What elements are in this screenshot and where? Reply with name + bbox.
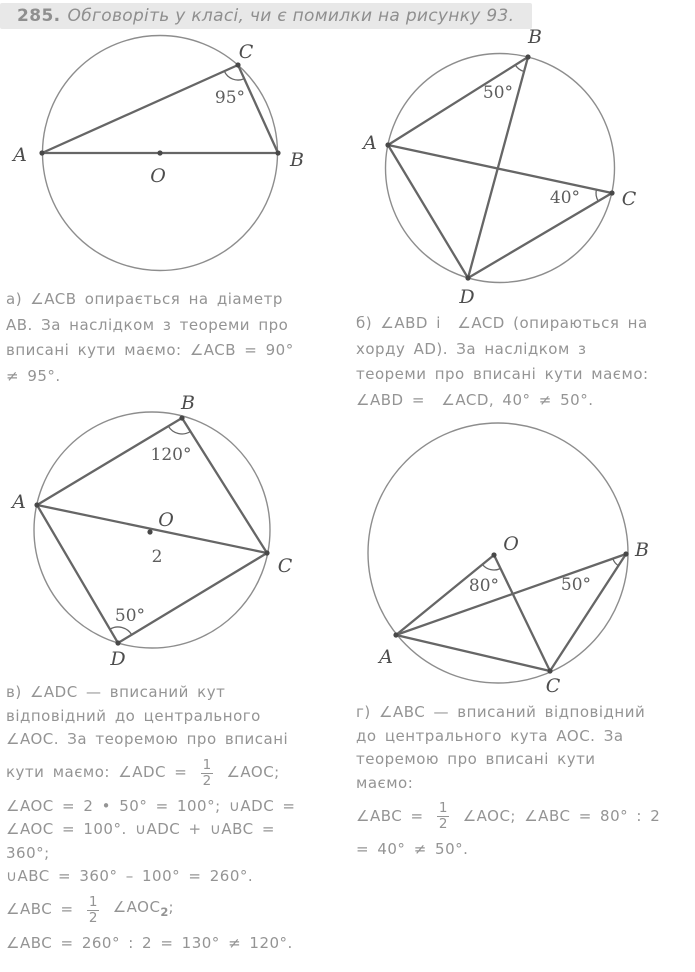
point-dot-C	[609, 190, 614, 195]
angle-label-50°: 50°	[482, 83, 514, 103]
solution-text-v	[6, 681, 354, 955]
point-dot-A	[39, 150, 44, 155]
point-label-C: C	[545, 675, 561, 697]
text-line: ∠AOC = 2 • 50° = 100°; ∪ADC =	[6, 796, 296, 815]
point-dot-O	[491, 552, 496, 557]
point-dot-B	[623, 551, 628, 556]
angle-label-80°: 80°	[468, 576, 500, 596]
figure-a-circle-diagram	[5, 32, 345, 286]
fraction-pre-text: ∠ABC =	[6, 900, 82, 919]
chord-CD	[468, 193, 612, 278]
point-label-B: B	[635, 539, 649, 561]
chord-AB	[396, 554, 626, 635]
circle-diagram-svg	[350, 420, 695, 708]
point-dot-A	[34, 502, 39, 507]
figure-g-circle-diagram	[350, 420, 695, 708]
chord-AC	[37, 505, 267, 553]
point-dot-B	[275, 150, 280, 155]
angle-label-2: 2	[151, 547, 163, 567]
fraction-post-text: $\angle AOC_2$;	[104, 897, 174, 919]
fraction-denominator: 2	[88, 909, 98, 926]
text-line-with-fraction	[6, 752, 354, 795]
problem-title-text: Обговоріть у класі, чи є помилки на рисунку 93.	[67, 6, 515, 26]
fraction-numerator: 1	[202, 756, 212, 773]
text-line: ∠ABC = 260° : 2 = 130° ≠ 120°.	[6, 933, 293, 952]
point-label-C: C	[277, 555, 293, 577]
fraction	[437, 801, 450, 832]
text-line: теоремою про вписані кути	[356, 750, 596, 768]
point-label-D: D	[110, 648, 126, 670]
text-line: ∪ABC = 360° – 100° = 260°.	[6, 867, 254, 885]
problem-title	[0, 3, 532, 29]
point-dot-D	[465, 275, 470, 280]
fraction	[201, 758, 214, 789]
angle-label-50°: 50°	[114, 606, 146, 626]
fraction-pre-text: ∠ABC =	[356, 806, 432, 825]
angle-arc-B	[613, 559, 619, 566]
text-line: маємо:	[356, 773, 414, 792]
chord-AC	[42, 65, 238, 153]
point-label-B: B	[528, 28, 542, 48]
point-label-C: C	[238, 41, 254, 63]
text-line: ∠ABD = ∠ACD, 40° ≠ 50°.	[356, 390, 594, 409]
point-dot-B	[525, 54, 530, 59]
chord-AC	[396, 635, 550, 671]
text-line: теореми про вписані кути маємо:	[356, 365, 649, 383]
chord-OC	[494, 555, 550, 671]
chord-AC	[388, 145, 612, 193]
text-line: ∠AOC. За теоремою про вписані	[6, 730, 289, 748]
angle-arc-B	[515, 65, 524, 72]
angle-arc-C	[596, 190, 598, 202]
solution-text-a	[6, 287, 351, 389]
point-label-O: O	[158, 509, 174, 531]
text-line: відповідний до центрального	[6, 706, 261, 725]
point-label-C: C	[621, 188, 637, 210]
text-line: вписані кути маємо: ∠ACB = 90°	[6, 341, 294, 359]
chord-CD	[118, 553, 267, 643]
fraction-denominator: 2	[202, 772, 212, 789]
point-dot-C	[235, 62, 240, 67]
text-line: 360°;	[6, 843, 50, 862]
point-label-A: A	[13, 144, 27, 166]
text-line: б) ∠ABD і ∠ACD (опираються на	[356, 314, 648, 332]
fraction-pre-text: кути маємо: ∠ADC =	[6, 763, 196, 782]
circle-diagram-svg	[350, 28, 695, 315]
text-line: г) ∠ABC — вписаний відповідний	[356, 703, 646, 721]
text-line: = 40° ≠ 50°.	[356, 840, 469, 858]
point-label-B: B	[181, 392, 195, 414]
fraction-numerator: 1	[438, 800, 448, 816]
figure-b-circle-diagram	[350, 28, 695, 315]
point-label-D: D	[459, 286, 475, 308]
point-dot-C	[264, 550, 269, 555]
fraction-denominator: 2	[438, 816, 448, 832]
point-dot-D	[115, 640, 120, 645]
angle-label-120°: 120°	[150, 445, 192, 465]
point-dot-O	[147, 529, 152, 534]
fraction-post-text: ∠AOC;	[218, 763, 280, 782]
circle-diagram-svg	[5, 392, 345, 684]
fraction-post-text: ∠AOC; ∠ABC = 80° : 2	[454, 806, 661, 825]
point-dot-C	[547, 668, 552, 673]
fraction-numerator: 1	[88, 893, 98, 910]
angle-label-40°: 40°	[549, 188, 581, 208]
point-label-O: O	[150, 165, 166, 187]
text-line: AB. За наслідком з теореми про	[6, 315, 289, 334]
chord-BC	[182, 418, 267, 553]
solution-text-b	[356, 311, 695, 413]
text-line: до центрального кута AOC. За	[356, 726, 624, 745]
point-label-A: A	[12, 491, 26, 513]
point-dot-A	[393, 632, 398, 637]
figure-v-circle-diagram	[5, 392, 345, 684]
text-line: а) ∠ACB опирається на діаметр	[6, 290, 283, 308]
point-dot-B	[179, 415, 184, 420]
point-label-A: A	[363, 132, 377, 154]
circle-diagram-svg	[5, 32, 345, 286]
point-dot-O	[157, 150, 162, 155]
angle-label-50°: 50°	[560, 575, 592, 595]
point-dot-A	[385, 142, 390, 147]
text-line: хорду AD). За наслідком з	[356, 339, 587, 358]
text-line: ≠ 95°.	[6, 366, 61, 385]
subscript: 2	[160, 904, 169, 919]
problem-number: 285.	[17, 6, 61, 26]
fraction	[87, 895, 100, 926]
text-line-with-fraction	[356, 795, 695, 838]
point-label-A: A	[379, 646, 393, 668]
chord-CB	[238, 65, 278, 153]
chord-AD	[388, 145, 468, 278]
chord-BC	[550, 554, 626, 671]
angle-label-95°: 95°	[214, 88, 246, 108]
point-label-O: O	[503, 533, 519, 555]
circle-outline	[368, 423, 628, 683]
text-line: в) ∠ADC — вписаний кут	[6, 683, 226, 701]
point-label-B: B	[290, 149, 304, 171]
solution-text-g	[356, 701, 695, 862]
text-line-with-fraction	[6, 889, 354, 932]
text-line: ∠AOC = 100°. ∪ADC + ∪ABC =	[6, 820, 275, 838]
